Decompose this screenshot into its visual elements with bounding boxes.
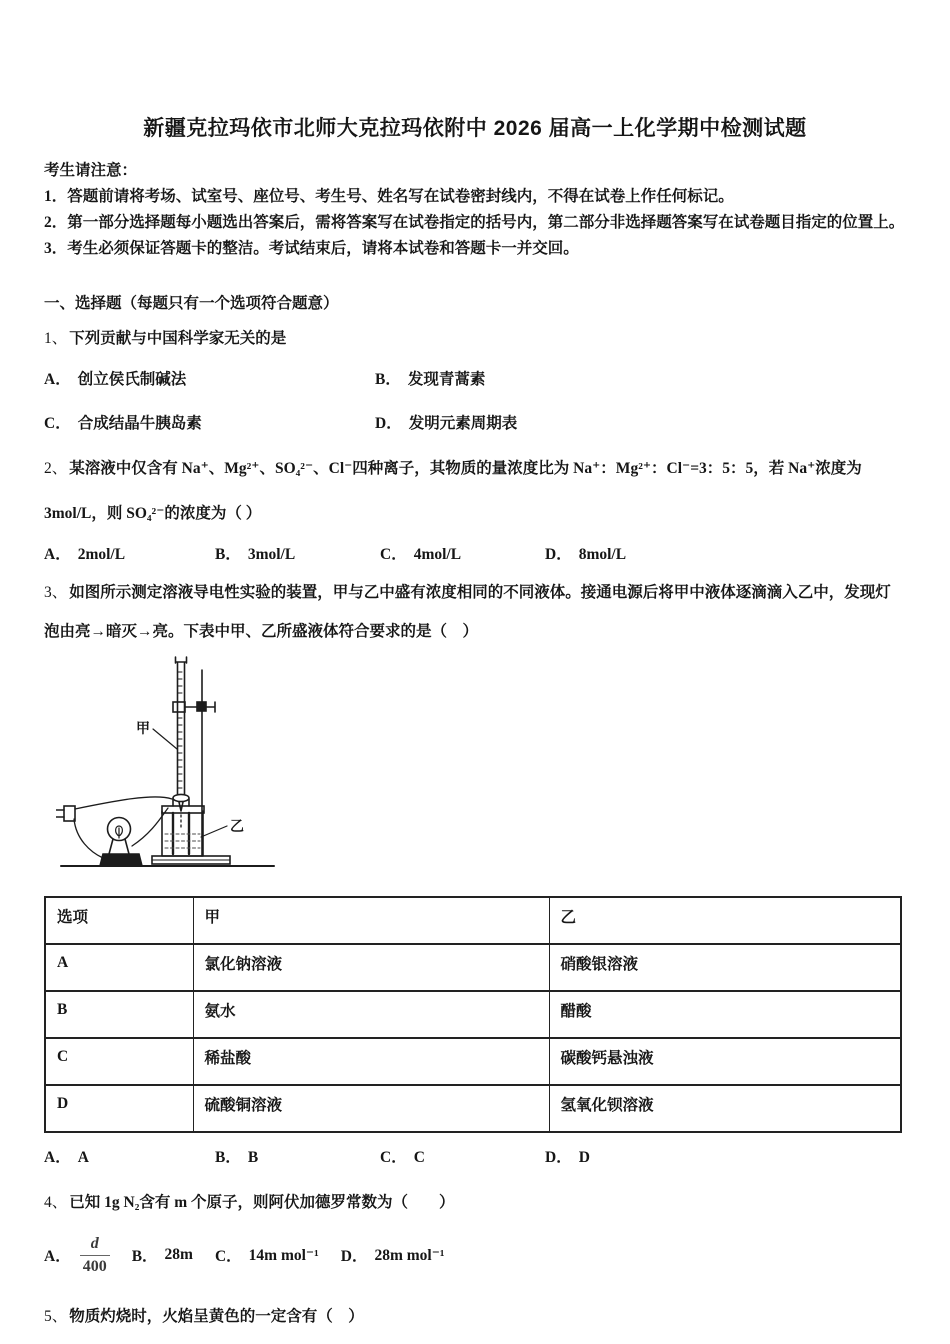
question-1-option-d: D． 发明元素周期表 xyxy=(375,415,518,432)
notice-item-1: 1．答题前请将考场、试室号、座位号、考生号、姓名写在试卷密封线内，不得在试卷上作任何标记。 xyxy=(44,188,734,205)
bulb-base xyxy=(100,854,142,866)
question-1-option-c: C． 合成结晶牛胰岛素 xyxy=(44,415,202,432)
question-3-option-d: D． D xyxy=(545,1149,590,1166)
conductivity-apparatus-figure xyxy=(56,655,906,876)
q3-table-cell: 硫酸铜溶液 xyxy=(193,1085,549,1132)
question-3-options-row xyxy=(44,1142,906,1174)
question-1-options-row-2 xyxy=(44,406,906,442)
q3-table xyxy=(44,896,902,1133)
question-2-text: 某溶液中仅含有 Na⁺、Mg²⁺、SO₄²⁻、Cl⁻四种离子，其物质的量浓度比为 Na⁺：Mg²⁺：Cl⁻=3：5：5，若 Na⁺浓度为 3mol/L，则 SO₄²⁻的浓度为（ ） xyxy=(44,460,862,522)
question-4-stem xyxy=(44,1188,906,1218)
fraction-d-over-400: $\frac{d}{400}$ xyxy=(80,1234,110,1275)
question-3-option-a: A． A xyxy=(44,1149,89,1166)
apparatus-drawing xyxy=(56,655,291,871)
question-2-option-c: C． 4mol/L xyxy=(380,546,462,563)
wire-plug-to-electrode xyxy=(75,797,172,809)
q3-table-cell: 硝酸银溶液 xyxy=(549,944,901,991)
clamp-knob xyxy=(197,702,206,711)
question-1-stem xyxy=(44,324,906,354)
question-4-text: 已知 1g N₂含有 m 个原子，则阿伏加德罗常数为（ ） xyxy=(69,1194,455,1211)
question-2-number: 2、 xyxy=(44,460,68,477)
q3-table-cell: 氢氧化钡溶液 xyxy=(549,1085,901,1132)
question-5-text: 物质灼烧时，火焰呈黄色的一定含有（ ） xyxy=(69,1308,364,1325)
question-4-number: 4、 xyxy=(44,1194,68,1211)
q3-table-cell: C xyxy=(45,1038,193,1085)
question-4-option-d: D． 28m mol⁻¹ xyxy=(340,1247,445,1265)
question-4-option-b: B． 28m xyxy=(131,1246,193,1265)
q3-table-cell: A xyxy=(45,944,193,991)
question-4-option-a: A． $\frac{d}{400}$ xyxy=(44,1234,110,1275)
question-1-number: 1、 xyxy=(44,330,68,347)
table-row xyxy=(45,1085,901,1132)
q3-table-header-yi: 乙 xyxy=(549,897,901,944)
q3-table-cell: 氯化钠溶液 xyxy=(193,944,549,991)
table-row xyxy=(45,991,901,1038)
label-yi-pointer xyxy=(201,826,227,837)
candidate-notice xyxy=(44,158,906,262)
table-row xyxy=(45,1038,901,1085)
liquid-level xyxy=(165,834,200,848)
q3-table-cell: 稀盐酸 xyxy=(193,1038,549,1085)
plug-prongs xyxy=(56,810,64,817)
notice-item-3: 3．考生必须保证答题卡的整洁。考试结束后，请将本试卷和答题卡一并交回。 xyxy=(44,240,579,257)
question-2-option-b: B． 3mol/L xyxy=(215,546,296,563)
question-3-text: 如图所示测定溶液导电性实验的装置，甲与乙中盛有浓度相同的不同液体。接通电源后将甲中液体逐滴滴入乙中，发现灯泡由亮→暗灭→亮。下表中甲、乙所盛液体符合要求的是（ ） xyxy=(44,584,891,640)
bulb-filament xyxy=(116,826,123,838)
plug-body xyxy=(64,806,75,821)
question-2-option-d: D． 8mol/L xyxy=(545,546,627,563)
beaker-cover xyxy=(162,806,204,813)
q3-table-cell: D xyxy=(45,1085,193,1132)
q3-table-cell: 氨水 xyxy=(193,991,549,1038)
paper-title: 新疆克拉玛依市北师大克拉玛依附中 2026 届高一上化学期中检测试题 xyxy=(143,117,807,140)
q3-table-cell: 碳酸钙悬浊液 xyxy=(549,1038,901,1085)
table-row xyxy=(45,944,901,991)
figure-label-yi: 乙 xyxy=(230,820,244,835)
question-3-stem xyxy=(44,573,906,651)
q3-table-header-option: 选项 xyxy=(45,897,193,944)
wire-plug-to-bulb xyxy=(74,819,103,858)
question-1-option-a: A． 创立侯氏制碱法 xyxy=(44,371,187,388)
question-5-number: 5、 xyxy=(44,1308,68,1325)
question-4-option-c: C． 14m mol⁻¹ xyxy=(214,1247,319,1265)
question-4-options-row xyxy=(44,1226,906,1284)
question-3-option-b: B． B xyxy=(215,1149,259,1166)
question-1-options-row-1 xyxy=(44,362,906,398)
figure-label-jia: 甲 xyxy=(136,722,150,737)
question-2-stem xyxy=(44,446,906,536)
notice-heading: 考生请注意： xyxy=(44,162,138,179)
question-3-option-c: C． C xyxy=(380,1149,425,1166)
notice-item-2: 2．第一部分选择题每小题选出答案后，需将答案写在试卷指定的括号内，第二部分非选择题答案写在试卷题目指定的位置上。 xyxy=(44,214,905,231)
label-jia-pointer xyxy=(153,729,177,749)
q3-table-header-jia: 甲 xyxy=(193,897,549,944)
question-2-options-row xyxy=(44,539,906,571)
burette-stopcock xyxy=(173,794,189,801)
question-5-stem xyxy=(44,1302,906,1332)
q3-table-cell: 醋酸 xyxy=(549,991,901,1038)
question-3-number: 3、 xyxy=(44,584,68,601)
question-1-option-b: B． 发现青蒿素 xyxy=(375,371,486,388)
q3-table-cell: B xyxy=(45,991,193,1038)
table-header-row xyxy=(45,897,901,944)
question-2-option-a: A． 2mol/L xyxy=(44,546,126,563)
clamp-jaw xyxy=(173,702,185,712)
section-heading: 一、选择题（每题只有一个选项符合题意） xyxy=(44,295,339,312)
question-1-text: 下列贡献与中国科学家无关的是 xyxy=(69,330,287,347)
